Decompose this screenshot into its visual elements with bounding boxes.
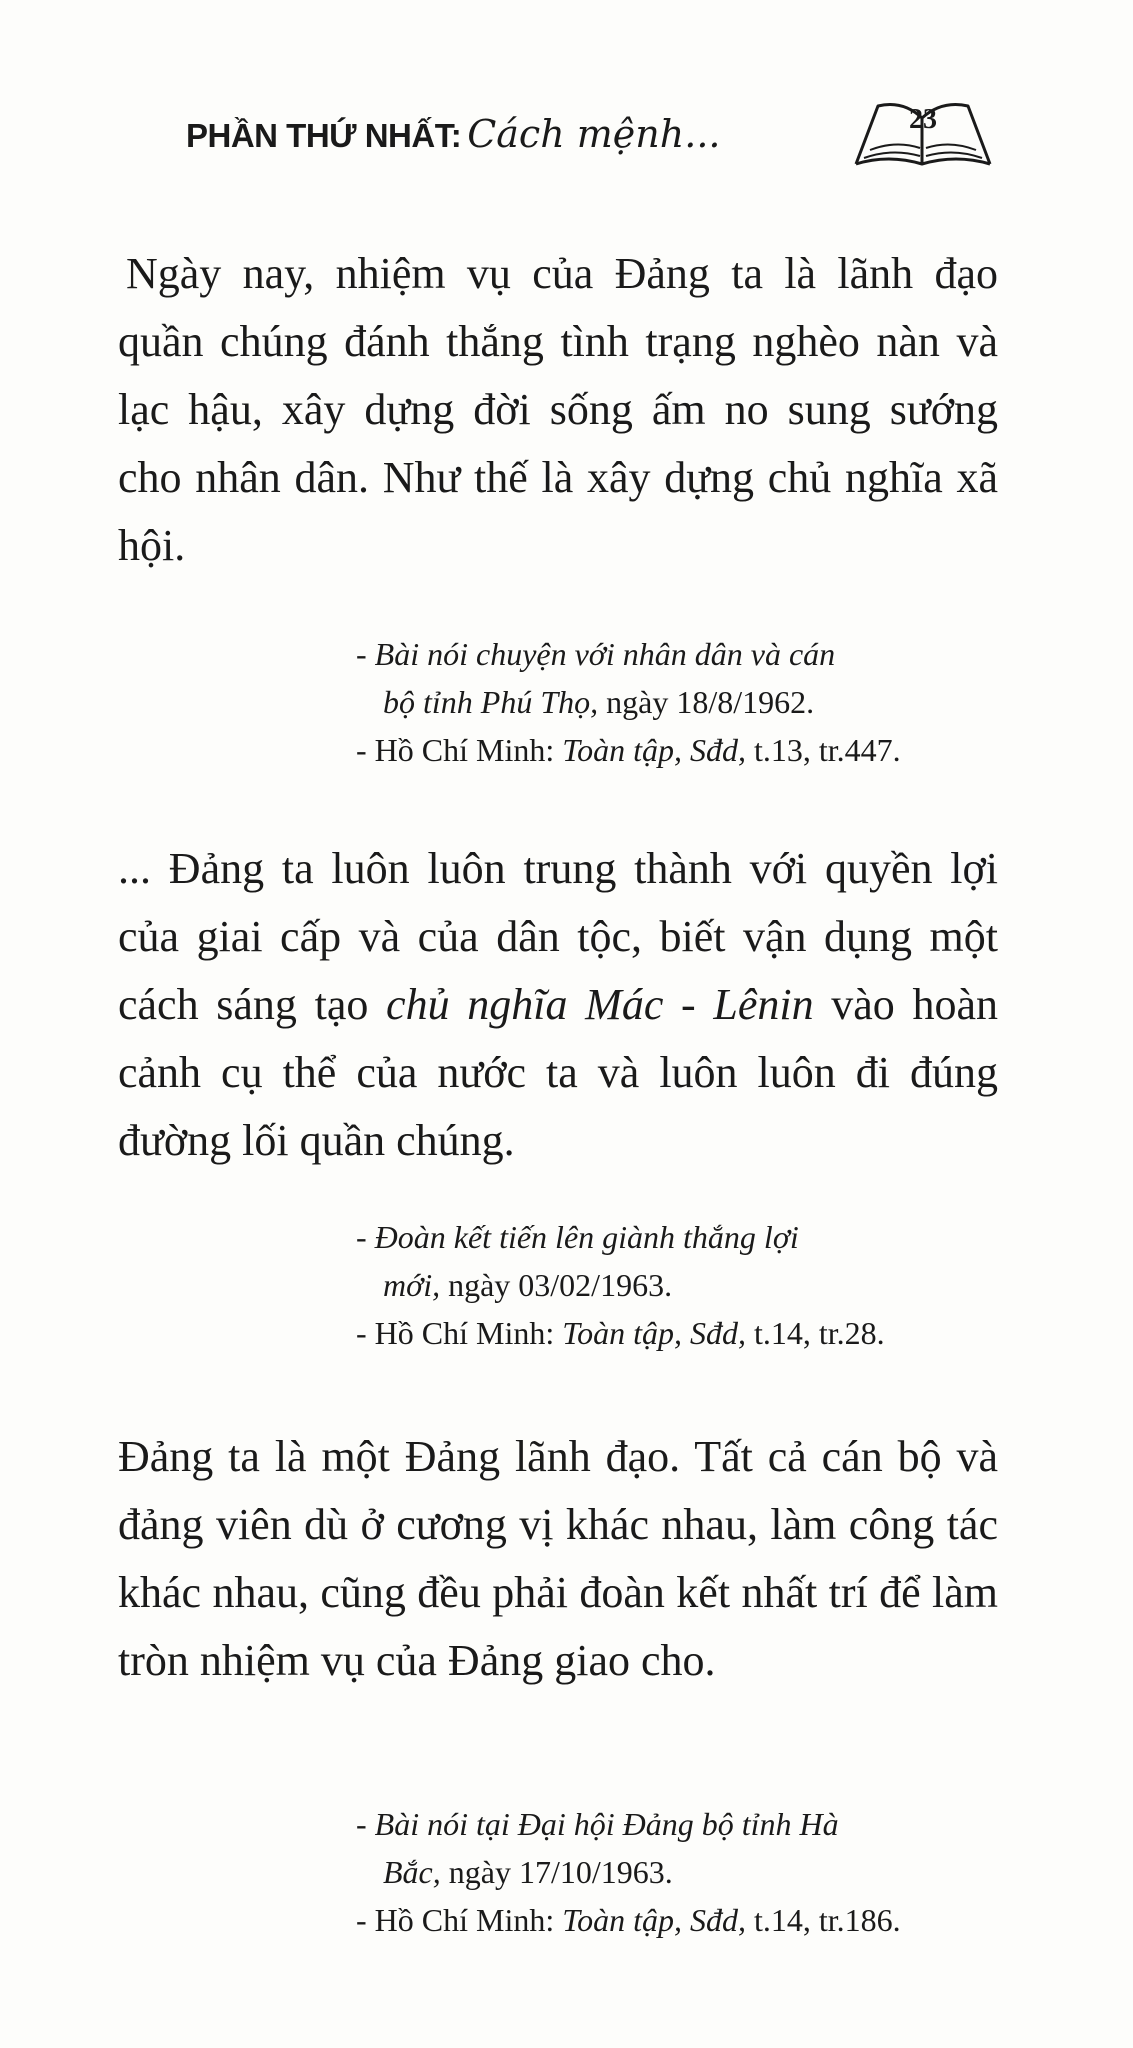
citation-source-line: - Bài nói tại Đại hội Đảng bộ tỉnh Hà bbox=[356, 1806, 839, 1842]
header-part-label: PHẦN THỨ NHẤT: bbox=[186, 117, 462, 154]
citation-source-line: - Bài nói chuyện với nhân dân và cán bbox=[356, 636, 836, 672]
citation-source-italic: Bắc, bbox=[383, 1854, 441, 1890]
header-chapter-title: Cách mệnh... bbox=[467, 112, 721, 156]
citation-source-italic: bộ tỉnh Phú Thọ, bbox=[383, 684, 599, 720]
citation-2 bbox=[356, 1213, 1006, 1357]
citation-1 bbox=[356, 630, 1006, 774]
citation-3 bbox=[356, 1800, 1006, 1944]
citation-author: - Hồ Chí Minh: bbox=[356, 732, 563, 768]
citation-source-italic: mới, bbox=[383, 1267, 441, 1303]
citation-source-date-line bbox=[356, 1261, 1006, 1309]
body-paragraph-2 bbox=[118, 835, 998, 1175]
paragraph-italic-term: chủ nghĩa Mác - Lênin bbox=[386, 980, 814, 1029]
citation-source-line: - Đoàn kết tiến lên giành thắng lợi bbox=[356, 1219, 799, 1255]
citation-date: ngày 03/02/1963. bbox=[440, 1267, 673, 1303]
citation-ref: t.14, tr.28. bbox=[745, 1315, 885, 1351]
citation-work: Toàn tập, Sđd, bbox=[562, 732, 746, 768]
citation-reference-line bbox=[356, 726, 1006, 774]
citation-ref: t.14, tr.186. bbox=[745, 1902, 901, 1938]
citation-author: - Hồ Chí Minh: bbox=[356, 1315, 563, 1351]
body-paragraph-1: Ngày nay, nhiệm vụ của Đảng ta là lãnh đạo quần chúng đánh thắng tình trạng nghèo nàn và lạc hậu, xây dựng đời sống ấm no sung sướng cho nhân dân. Như thế là xây dựng chủ nghĩa xã hội. bbox=[118, 249, 998, 570]
citation-reference-line bbox=[356, 1896, 1006, 1944]
citation-reference-line bbox=[356, 1309, 1006, 1357]
body-paragraph-3: Đảng ta là một Đảng lãnh đạo. Tất cả cán bộ và đảng viên dù ở cương vị khác nhau, làm công tác khác nhau, cũng đều phải đoàn kết nhất trí để làm tròn nhiệm vụ của Đảng giao cho. bbox=[118, 1432, 998, 1685]
citation-date: ngày 17/10/1963. bbox=[440, 1854, 673, 1890]
citation-work: Toàn tập, Sđd, bbox=[562, 1902, 746, 1938]
citation-work: Toàn tập, Sđd, bbox=[562, 1315, 746, 1351]
paragraph-text-after: vào hoàn cảnh cụ thể của nước ta và luôn luôn đi đúng đường lối quần chúng. bbox=[118, 980, 999, 1165]
citation-ref: t.13, tr.447. bbox=[745, 732, 901, 768]
paragraph-text-before: ... Đảng ta luôn luôn trung thành với quyền lợi của giai cấp và của dân tộc, biết vận dụng một cách sáng tạo bbox=[118, 844, 998, 1029]
citation-source-date-line bbox=[356, 1848, 1006, 1896]
running-header bbox=[186, 112, 720, 172]
page-number: 23 bbox=[909, 104, 937, 135]
citation-date: ngày 18/8/1962. bbox=[598, 684, 815, 720]
citation-author: - Hồ Chí Minh: bbox=[356, 1902, 563, 1938]
citation-source-date-line bbox=[356, 678, 1006, 726]
